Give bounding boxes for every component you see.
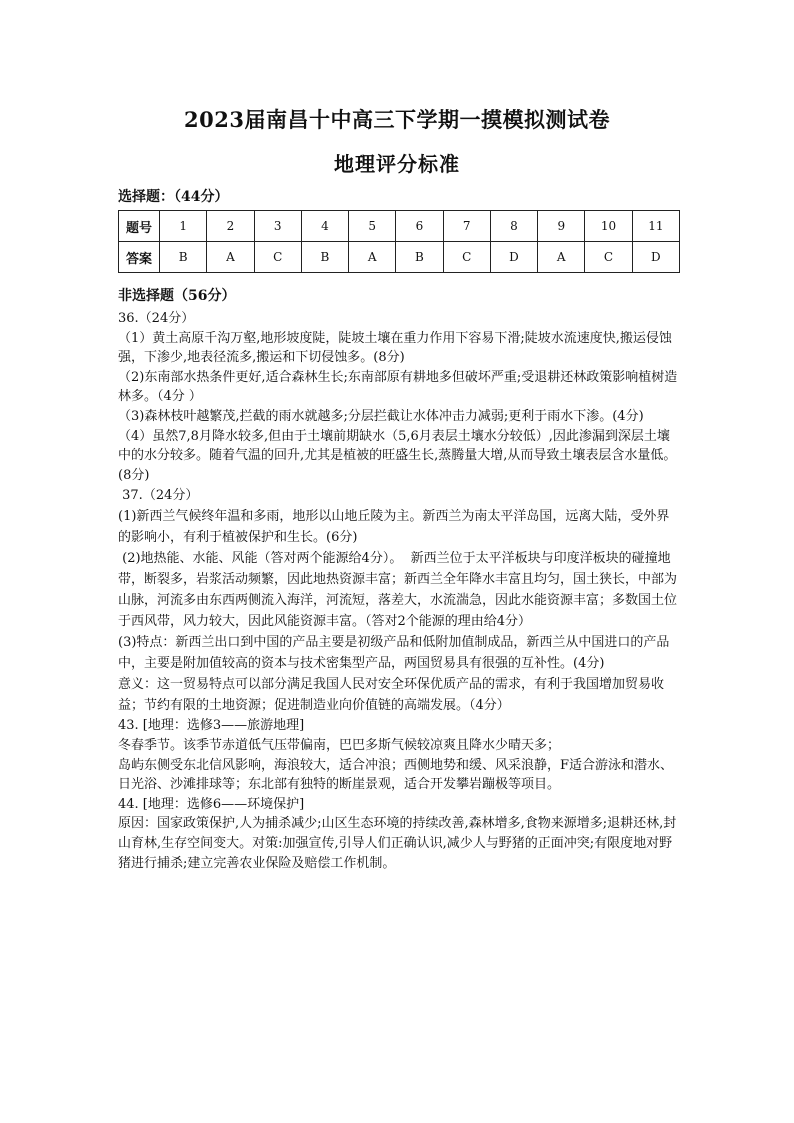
answer-cell: C bbox=[585, 242, 632, 273]
answer-cell: A bbox=[207, 242, 254, 273]
question-number: 5 bbox=[349, 211, 396, 242]
row-label-number: 题号 bbox=[119, 211, 160, 242]
question-number-row bbox=[119, 211, 680, 242]
question-heading: 36.（24分） bbox=[118, 311, 195, 326]
answer-paragraph: （1）黄土高原千沟万壑,地形坡度陡，陡坡土壤在重力作用下容易下滑;陡坡水流速度快,搬运侵蚀强，下渗少,地表径流多,搬运和下切侵蚀多。(8分) bbox=[118, 330, 672, 366]
question-number: 2 bbox=[207, 211, 254, 242]
document-subtitle: 地理评分标准 bbox=[334, 152, 460, 176]
question-number: 6 bbox=[396, 211, 443, 242]
answer-cell: A bbox=[349, 242, 396, 273]
question-number: 9 bbox=[538, 211, 585, 242]
question-number: 4 bbox=[301, 211, 348, 242]
answer-cell: C bbox=[443, 242, 490, 273]
answer-paragraph: 冬春季节。该季节赤道低气压带偏南，巴巴多斯气候较凉爽且降水少晴天多； bbox=[118, 737, 561, 753]
question-heading: 43. [地理：选修3——旅游地理] bbox=[118, 718, 305, 734]
question-36 bbox=[118, 309, 678, 485]
nonchoice-section-heading: 非选择题（56分） bbox=[118, 288, 236, 304]
question-heading: 44. [地理：选修6——环境保护] bbox=[118, 796, 305, 812]
document-title: 2023届南昌十中高三下学期一摸模拟测试卷 bbox=[184, 107, 610, 132]
answer-cell: D bbox=[632, 242, 679, 273]
question-number: 11 bbox=[632, 211, 679, 242]
answer-paragraph: （2)东南部水热条件更好,适合森林生长;东南部原有耕地多但破坏严重;受退耕还林政策影响植树造林多。（4分 ） bbox=[118, 369, 678, 405]
answer-cell: D bbox=[490, 242, 537, 273]
answer-paragraph: 原因：国家政策保护,人为捕杀减少;山区生态环境的持续改善,森林增多,食物来源增多;退耕还林,封山育林,生存空间变大。对策:加强宣传,引导人们正确认识,减少人与野猪的正面冲突;有限度地对野猪进行捕杀;建立完善农业保险及赔偿工作机制。 bbox=[118, 816, 677, 871]
answer-paragraph: (1)新西兰气候终年温和多雨，地形以山地丘陵为主。新西兰为南太平洋岛国，远离大陆，受外界的影响小，有利于植被保护和生长。(6分) bbox=[118, 509, 670, 546]
choice-section-heading: 选择题：（44分） bbox=[118, 189, 229, 205]
answer-paragraph: 意义：这一贸易特点可以部分满足我国人民对安全环保优质产品的需求，有利于我国增加贸易收益；节约有限的土地资源；促进制造业向价值链的高端发展。（4分） bbox=[118, 677, 665, 714]
question-number: 10 bbox=[585, 211, 632, 242]
answer-row bbox=[119, 242, 680, 273]
row-label-answer: 答案 bbox=[119, 242, 160, 273]
answer-cell: B bbox=[396, 242, 443, 273]
question-number: 1 bbox=[160, 211, 207, 242]
answer-paragraph: 岛屿东侧受东北信风影响，海浪较大，适合冲浪；西侧地势和缓、风采浪静，F适合游泳和潜水、日光浴、沙滩排球等；东北部有独特的断崖景观，适合开发攀岩蹦极等项目。 bbox=[118, 757, 674, 793]
answer-cell: A bbox=[538, 242, 585, 273]
answer-paragraph: (3)特点：新西兰出口到中国的产品主要是初级产品和低附加值制成品，新西兰从中国进口的产品中，主要是附加值较高的资本与技术密集型产品，两国贸易具有很强的互补性。(4分) bbox=[118, 635, 670, 672]
question-heading: 37.（24分） bbox=[118, 488, 199, 504]
answer-cell: B bbox=[160, 242, 207, 273]
question-number: 8 bbox=[490, 211, 537, 242]
question-number: 7 bbox=[443, 211, 490, 242]
answer-paragraph: （4）虽然7,8月降水较多,但由于土壤前期缺水（5,6月表层土壤水分较低）,因此渗漏到深层土壤中的水分较多。随着气温的回升,尤其是植被的旺盛生长,蒸腾量大增,从而导致土壤表层含水量低。(8分) bbox=[118, 428, 677, 483]
answer-paragraph: （3)森林枝叶越繁茂,拦截的雨水就越多;分层拦截让水体冲击力减弱;更利于雨水下渗。(4分) bbox=[118, 408, 644, 424]
question-37 bbox=[118, 485, 678, 716]
question-44 bbox=[118, 795, 678, 873]
answer-content bbox=[118, 309, 678, 873]
question-43 bbox=[118, 716, 678, 794]
answer-paragraph: (2)地热能、水能、风能（答对两个能源给4分）。 新西兰位于太平洋板块与印度洋板块的碰撞地带，断裂多，岩浆活动频繁，因此地热资源丰富；新西兰全年降水丰富且均匀，国土狭长，中部为山脉，河流多由东西两侧流入海洋，河流短，落差大，水流湍急，因此水能资源丰富；多数国土位于西风带，风力较大，因此风能资源丰富。（答对2个能源的理由给4分） bbox=[118, 551, 678, 630]
answer-table bbox=[118, 210, 680, 273]
answer-cell: C bbox=[254, 242, 301, 273]
question-number: 3 bbox=[254, 211, 301, 242]
answer-cell: B bbox=[301, 242, 348, 273]
